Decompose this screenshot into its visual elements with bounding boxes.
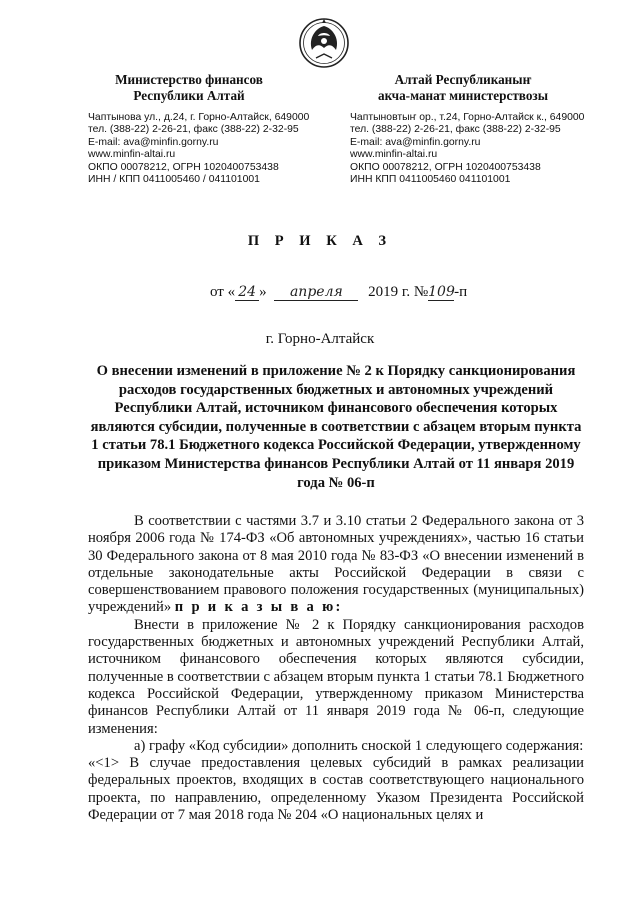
ministry-header-russian bbox=[88, 72, 338, 186]
okpo: ОКПО 00078212, ОГРН 1020400753438 bbox=[350, 161, 541, 173]
contacts-altai bbox=[350, 112, 600, 186]
paragraph-footnote: «<1> В случае предоставления целевых субсидий в рамках реализации федеральных проектов, входящих в состав соответствующего национального проекта, по направлению, определенному Указом Президента Российской Федерации от 7 мая 2018 года № 204 «О национальных целях и bbox=[88, 755, 584, 824]
document-subject: О внесении изменений в приложение № 2 к Порядку санкционирования расходов государственных бюджетных и автономных учреждений Республики Алтай, источником финансового обеспечения которых являются субсидии, полученные в соответствии с абзацем вторым пункта 1 статьи 78.1 Бюджетного кодекса Российской Федерации, утвержденному приказом Министерства финансов Республики Алтай от 11 января 2019 года № 06-п bbox=[90, 363, 582, 491]
altai-coat-of-arms-emblem bbox=[298, 14, 350, 72]
website: www.minfin-altai.ru bbox=[88, 149, 176, 161]
phone: тел. (388-22) 2-26-21, факс (388-22) 2-32-95 bbox=[350, 124, 561, 136]
document-dateline: от « 24 » апреля 2019 г. №109-п bbox=[210, 284, 468, 300]
handwritten-day: 24 bbox=[235, 284, 259, 301]
ministry-header-altai bbox=[350, 72, 600, 186]
org-name-russian: Министерство финансов Республики Алтай bbox=[115, 72, 263, 103]
handwritten-number: 109 bbox=[428, 284, 455, 300]
email: E-mail: ava@minfin.gorny.ru bbox=[350, 136, 481, 148]
document-title: П Р И К А З bbox=[247, 233, 393, 249]
okpo: ОКПО 00078212, ОГРН 1020400753438 bbox=[88, 161, 279, 173]
contacts-russian bbox=[88, 112, 338, 186]
website: www.minfin-altai.ru bbox=[350, 149, 438, 161]
emblem-icon bbox=[298, 14, 350, 72]
org-name-altai: Алтай Республиканыҥ акча-манат министерствозы bbox=[377, 72, 549, 103]
paragraph-preamble: В соответствии с частями 3.7 и 3.10 статьи 2 Федерального закона от 3 ноября 2006 года № 174-ФЗ «Об автономных учреждениях», частью 16 статьи 30 Федерального закона от 8 мая 2010 года № 83-ФЗ «О внесении изменений в отдельные законодательные акты Российской Федерации в связи с совершенствованием правового положения государственных (муниципальных) учреждений» п р и к а з ы в а ю: bbox=[88, 513, 584, 616]
inn: ИНН / КПП 0411005460 / 041101001 bbox=[88, 174, 260, 186]
list-item-a: а) графу «Код субсидии» дополнить сноской 1 следующего содержания: bbox=[134, 737, 584, 754]
address: Чаптыновтыҥ ор., т.24, Горно-Алтайск к., 649000 bbox=[350, 112, 585, 123]
paragraph-amendment: Внести в приложение № 2 к Порядку санкционирования расходов государственных бюджетных и автономных учреждений Республики Алтай, источником финансового обеспечения которых являются субсидии, полученные в соответствии с абзацем вторым пункта 1 статьи 78.1 Бюджетного кодекса Российской Федерации, утвержденному приказом Министерства финансов Республики Алтай от 11 января 2019 года № 06-п, следующие изменения: bbox=[88, 616, 584, 737]
phone: тел. (388-22) 2-26-21, факс (388-22) 2-32-95 bbox=[88, 124, 299, 136]
document-city: г. Горно-Алтайск bbox=[265, 331, 375, 347]
address: Чаптынова ул., д.24, г. Горно-Алтайск, 649000 bbox=[88, 112, 310, 123]
email: E-mail: ava@minfin.gorny.ru bbox=[88, 136, 219, 148]
inn: ИНН КПП 0411005460 041101001 bbox=[350, 174, 511, 186]
document-body bbox=[88, 513, 584, 824]
order-command: п р и к а з ы в а ю: bbox=[174, 599, 343, 616]
handwritten-month: апреля bbox=[274, 284, 358, 301]
